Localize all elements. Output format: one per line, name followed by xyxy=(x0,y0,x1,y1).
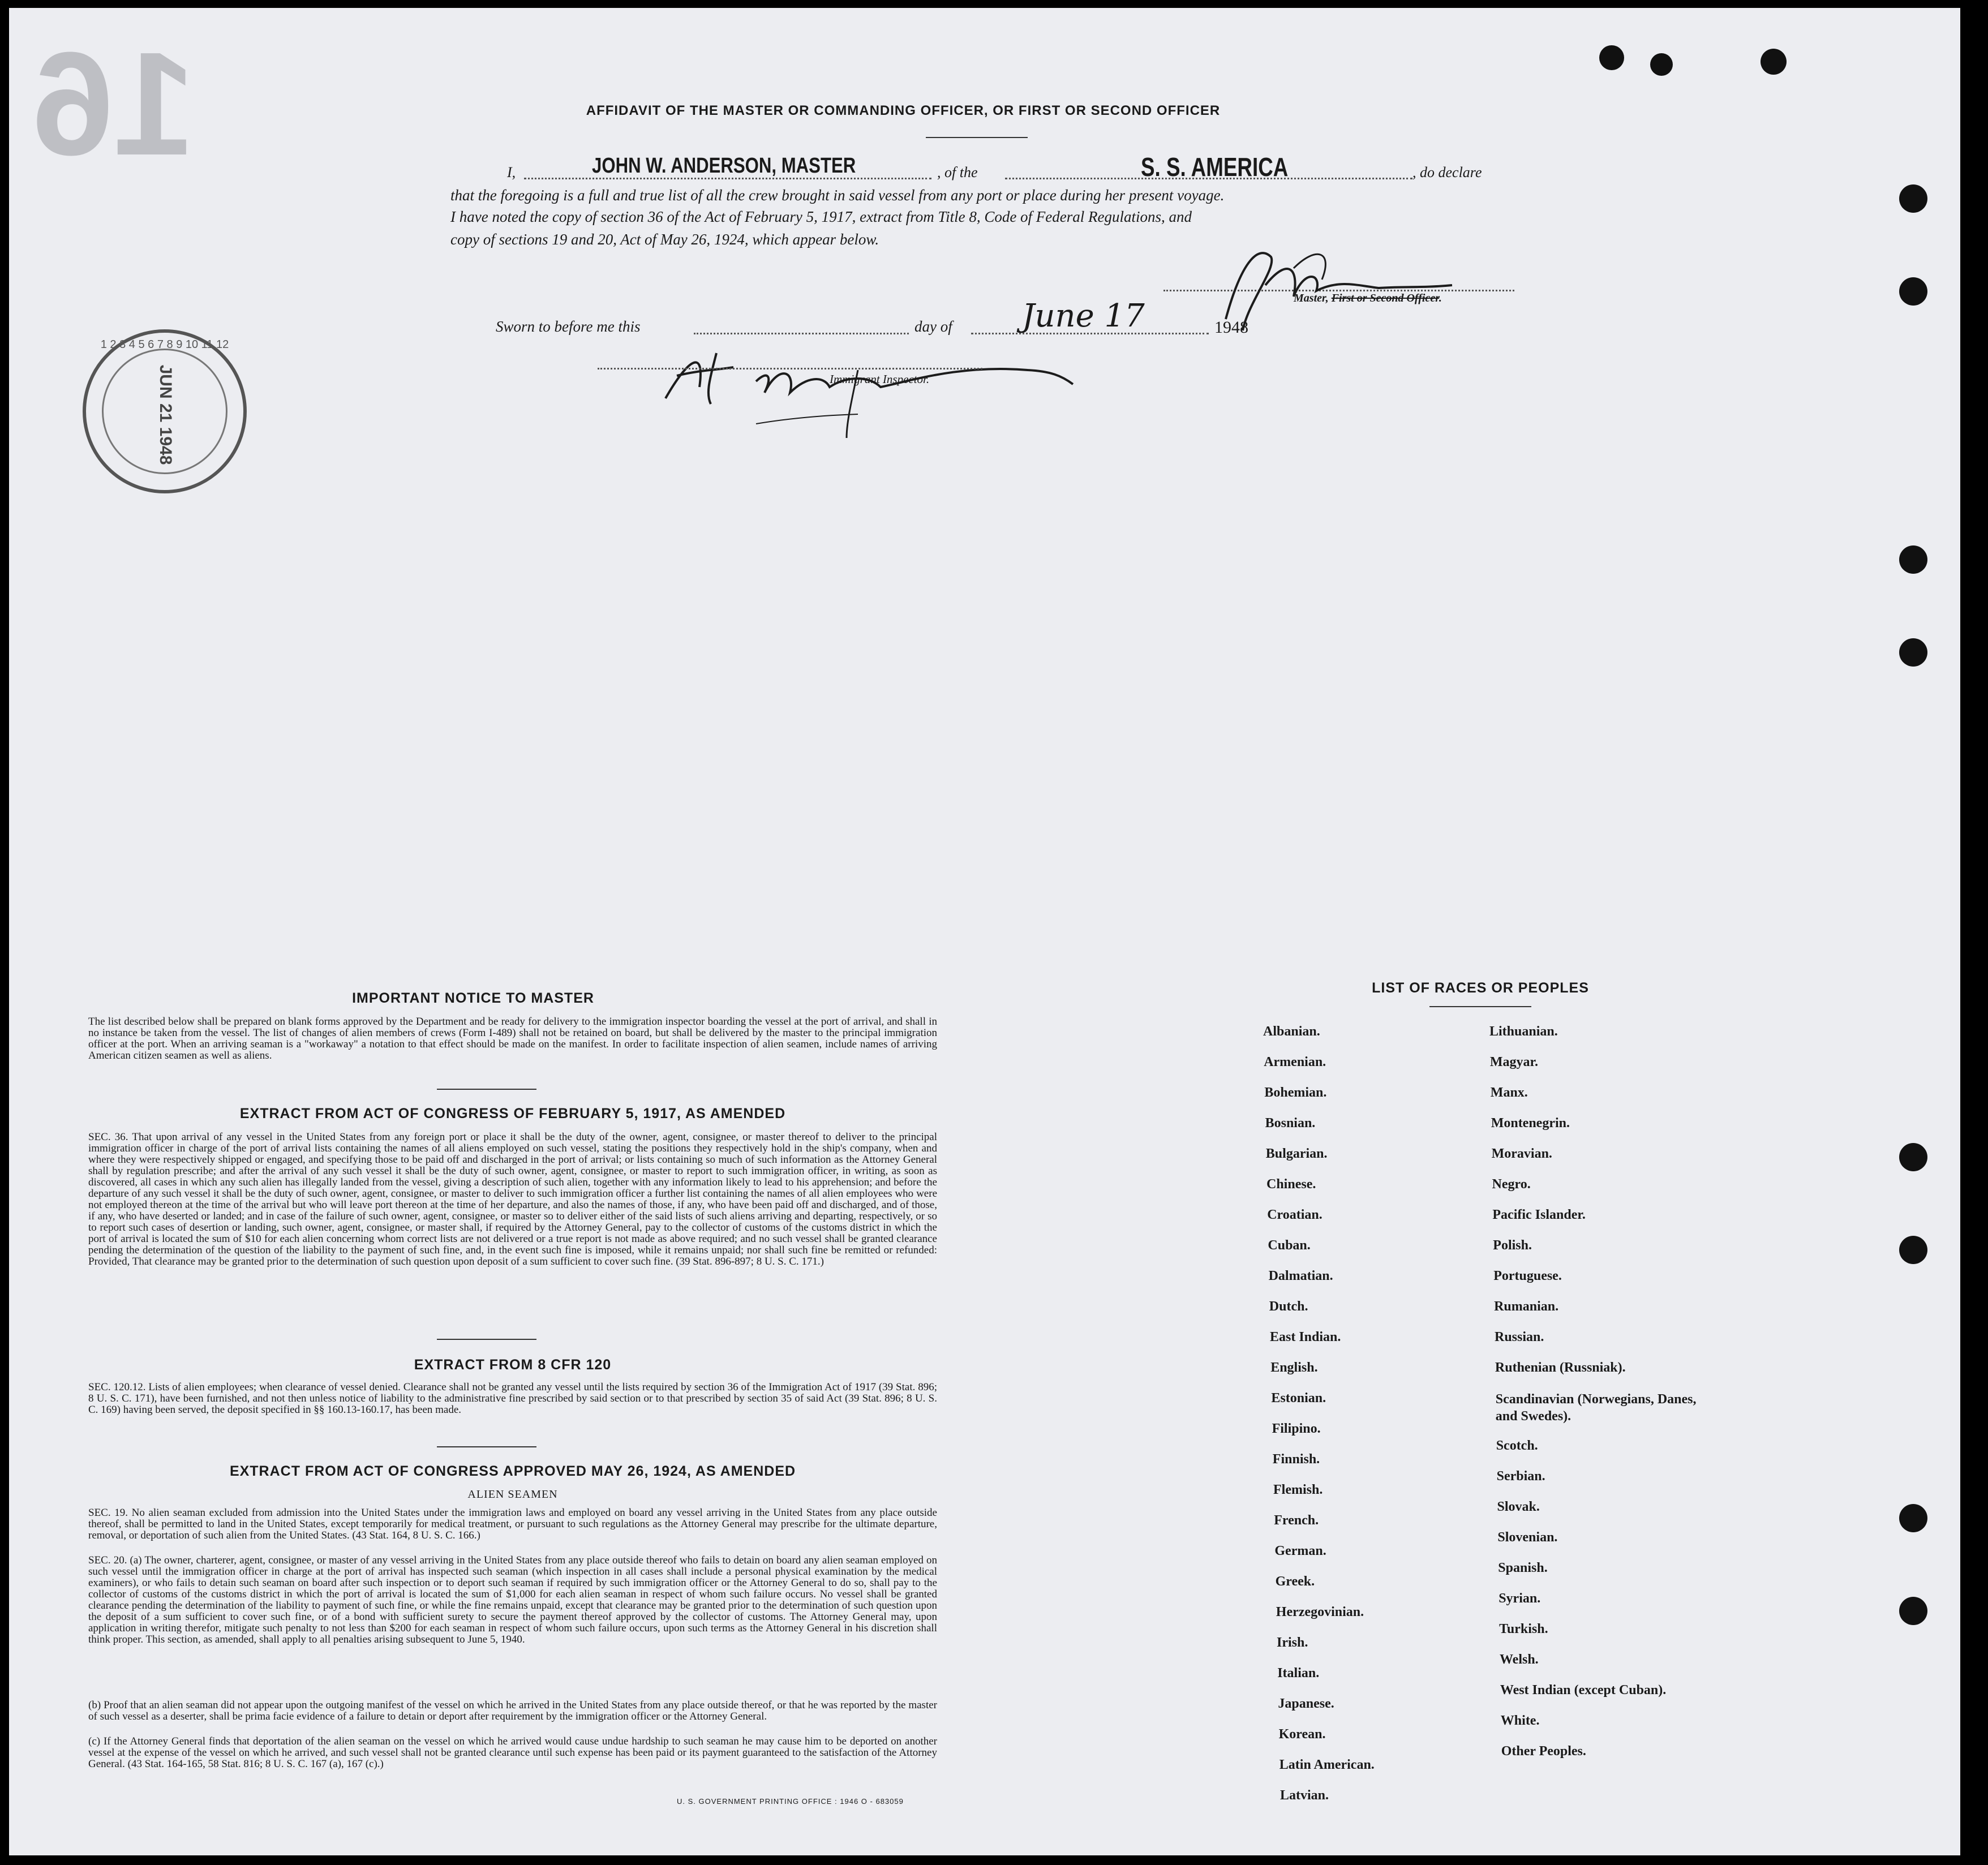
vessel-name[interactable]: S. S. AMERICA xyxy=(1141,152,1289,182)
notice-body: The list described below shall be prepared on blank forms approved by the Department and be ready for delivery to the immigration inspector boarding the vessel at the port of arrival, and shall in no instance be taken from the vessel. The list of changes of alien members of crews (Form I-489) shall not be retained on board, but shall be delivered by the master to the principal immigration officer at the port. When an arriving seaman is a "workaway" a notation to that effect should be made on the manifest. In order to facilitate inspection of alien seamen, include names of arriving American citizen seamen as well as aliens. xyxy=(88,1016,937,1062)
race-item: Scotch. xyxy=(1496,1438,1538,1453)
divider xyxy=(437,1089,536,1090)
race-item: Moravian. xyxy=(1491,1146,1552,1161)
divider xyxy=(437,1339,536,1340)
race-item: Polish. xyxy=(1493,1238,1532,1253)
extract-cfr-body: SEC. 120.12. Lists of alien employees; when clearance of vessel denied. Clearance shall not be granted any vessel until the lists required by section 36 of the Immigration Act of 1917 (39 Stat. 896; 8 U. S. C. 171), have been furnished, and not then unless notice of liability to the administrative fine prescribed by said section or to that prescribed by section 35 of said Act (39 Stat. 896; 8 U. S. C. 169) having been served, the deposit specified in §§ 160.13-160.17, has been made. xyxy=(88,1381,937,1416)
divider xyxy=(437,1446,536,1447)
race-item: Japanese. xyxy=(1278,1696,1334,1711)
master-signature xyxy=(1209,234,1480,336)
race-item: Latvian. xyxy=(1280,1788,1329,1803)
extract-1924-subtitle: ALIEN SEAMEN xyxy=(467,1488,558,1501)
race-item: Slovak. xyxy=(1497,1499,1540,1514)
master-name[interactable]: JOHN W. ANDERSON, MASTER xyxy=(592,154,856,178)
extract-1917-body: SEC. 36. That upon arrival of any vessel in the United States from any foreign port or place it shall be the duty of the owner, agent, consignee, or master thereof to deliver to the principal immigration officer in charge of the port of arrival lists containing the names of all aliens employed on such vessel, stating the positions they respectively hold in the ship's company, when and where they were respectively shipped or engaged, and specifying those to be paid off and discharged in the port of arrival; or lists containing so much of such information as the Attorney General shall by regulation prescribe; and after the arrival of any such vessel it shall be the duty of such owner, agent, consignee, or master to report to such immigration officer, in writing, as soon as discovered, all cases in which any such alien has illegally landed from the vessel, giving a description of such alien, together with any information likely to lead to his apprehension; and before the departure of any such vessel it shall be the duty of such owner, agent, consignee, or master to deliver to such immigration officer a further list containing the names of all alien employees who were not employed thereon at the time of the arrival but who will leave port thereon at the time of her departure, and also the names of those, if any, who have been paid off and discharged, and of those, if any, who have deserted or landed; and in case of the failure of such owner, agent, consignee, or master so to deliver either of the said lists of such aliens arriving and departing, respectively, or so to report such cases of desertion or landing, such owner, agent, consignee, or master shall, if required by the Attorney General, pay to the collector of customs of the customs district in which the port of arrival is located the sum of $10 for each alien concerning whom correct lists are not delivered or a true report is not made as above required; and no such vessel shall be granted clearance pending the determination of the question of the liability to the payment of such fine, and, in the event such fine is imposed, while it remains unpaid; nor shall such fine be remitted or refunded: Provided, That clearance may be granted prior to the determination of such question upon deposit of a sum sufficient to cover such fine. (39 Stat. 896-897; 8 U. S. C. 171.) xyxy=(88,1131,937,1267)
race-item: Irish. xyxy=(1277,1635,1308,1650)
race-item: Cuban. xyxy=(1268,1238,1311,1253)
race-item: French. xyxy=(1274,1513,1319,1528)
race-item: German. xyxy=(1274,1544,1326,1558)
punch-hole xyxy=(1761,49,1787,75)
divider xyxy=(926,137,1028,138)
extract-1924-sec19: SEC. 19. No alien seaman excluded from admission into the United States under the immigration laws and employed on board any vessel arriving in the United States from any place outside thereof, shall be permitted to land in the United States, except temporarily for medical treatment, or pursuant to such regulations as the Attorney General may prescribe for the ultimate departure, removal, or deportation of such alien from the United States. (43 Stat. 164, 8 U. S. C. 166.) xyxy=(88,1507,937,1541)
race-item: Scandinavian (Norwegians, Danes, and Swedes). xyxy=(1495,1392,1697,1424)
race-item: Rumanian. xyxy=(1494,1299,1559,1314)
corner-number: 16 xyxy=(32,22,196,186)
punch-hole xyxy=(1899,638,1927,667)
race-item: Portuguese. xyxy=(1493,1269,1562,1283)
race-item: Latin American. xyxy=(1279,1757,1375,1772)
race-item: English. xyxy=(1270,1360,1318,1375)
punch-hole xyxy=(1899,1504,1927,1532)
inspection-stamp xyxy=(83,329,247,493)
inspection-stamp-date: JUN 21 1948 xyxy=(156,364,175,465)
race-item: Dutch. xyxy=(1269,1299,1308,1314)
race-item: Flemish. xyxy=(1273,1482,1323,1497)
race-item: East Indian. xyxy=(1270,1330,1341,1344)
race-item: Pacific Islander. xyxy=(1492,1207,1586,1222)
extract-1917-title: EXTRACT FROM ACT OF CONGRESS OF FEBRUARY 5, 1917, AS AMENDED xyxy=(239,1106,786,1121)
race-item: Dalmatian. xyxy=(1268,1269,1333,1283)
race-item: West Indian (except Cuban). xyxy=(1500,1683,1667,1698)
extract-1924-sec20c: (c) If the Attorney General finds that deportation of the alien seaman on the vessel on which he arrived would cause undue hardship to such seaman he may cause him to be deported on another vessel at the expense of the vessel on which he arrived, and such vessel shall not be granted clearance until such expense has been paid or its payment guaranteed to the satisfaction of the Attorney General. (43 Stat. 164-165, 58 Stat. 816; 8 U. S. C. 167 (a), 167 (c).) xyxy=(88,1735,937,1770)
punch-hole xyxy=(1899,1597,1927,1625)
race-item: Chinese. xyxy=(1266,1177,1316,1192)
sworn-date[interactable]: June 17 xyxy=(1022,298,1145,334)
extract-1924-sec20b: (b) Proof that an alien seaman did not appear upon the outgoing manifest of the vessel on which he arrived in the United States from any place outside thereof, or that he was reported by the master of such vessel as a deserter, shall be prima facie evidence of a failure to detain or deport after requirement by the immigration officer or the Attorney General. xyxy=(88,1699,937,1722)
race-item: Turkish. xyxy=(1499,1622,1548,1636)
race-item: Italian. xyxy=(1277,1666,1320,1681)
inspection-stamp-numbers: 1 2 3 4 5 6 7 8 9 10 11 12 xyxy=(100,338,229,351)
sworn-year[interactable]: 1948 xyxy=(1214,318,1248,337)
punch-hole xyxy=(1899,277,1927,306)
race-item: Russian. xyxy=(1495,1330,1544,1344)
extract-1924-title: EXTRACT FROM ACT OF CONGRESS APPROVED MAY 26, 1924, AS AMENDED xyxy=(229,1463,796,1479)
master-caption-end: . xyxy=(1439,292,1442,304)
race-item: Other Peoples. xyxy=(1501,1744,1586,1759)
affidavit-title: AFFIDAVIT OF THE MASTER OR COMMANDING OFFICER, OR FIRST OR SECOND OFFICER xyxy=(586,103,1221,118)
inspector-caption: Immigrant Inspector. xyxy=(830,372,930,386)
form-page xyxy=(9,8,1960,1855)
inspector-signature-line xyxy=(598,368,982,369)
races-title: LIST OF RACES OR PEOPLES xyxy=(1372,980,1589,996)
declarant-prefix: I, xyxy=(507,164,516,181)
extract-cfr-title: EXTRACT FROM 8 CFR 120 xyxy=(414,1357,612,1373)
race-item: Serbian. xyxy=(1496,1469,1545,1484)
declaration-line-2: that the foregoing is a full and true list of all the crew brought in said vessel from any port or place during her present voyage. xyxy=(450,187,1225,204)
race-item: Manx. xyxy=(1490,1085,1528,1100)
master-caption xyxy=(1294,292,1442,305)
divider xyxy=(1429,1006,1531,1007)
punch-hole xyxy=(1899,184,1927,213)
race-item: Syrian. xyxy=(1498,1591,1541,1606)
race-item: Spanish. xyxy=(1498,1561,1548,1575)
printing-office-imprint: U. S. GOVERNMENT PRINTING OFFICE : 1946 O - 683059 xyxy=(677,1797,904,1806)
punch-hole xyxy=(1599,45,1624,70)
sworn-label: Sworn to before me this xyxy=(496,318,641,335)
race-item: Lithuanian. xyxy=(1489,1024,1558,1039)
punch-hole xyxy=(1899,545,1927,574)
race-item: Croatian. xyxy=(1267,1207,1323,1222)
race-item: Montenegrin. xyxy=(1491,1116,1570,1131)
race-item: Magyar. xyxy=(1489,1055,1538,1069)
master-caption-master: Master, xyxy=(1294,292,1332,304)
punch-hole xyxy=(1899,1143,1927,1171)
race-item: Korean. xyxy=(1278,1727,1326,1742)
race-item: Greek. xyxy=(1275,1574,1315,1589)
race-item: Estonian. xyxy=(1271,1391,1326,1406)
punch-hole xyxy=(1650,53,1673,76)
race-item: Herzegovinian. xyxy=(1276,1605,1364,1619)
race-item: Finnish. xyxy=(1272,1452,1320,1467)
extract-1924-sec20a: SEC. 20. (a) The owner, charterer, agent, consignee, or master of any vessel arriving in the United States from any place outside thereof who fails to detain on board any alien seaman employed on such vessel until the immigration officer in charge at the port of arrival has inspected such seaman (which inspection in all cases shall include a personal physical examination by the medical examiners), or who fails to detain such seaman on board after such inspection or to deport such seaman if required by such immigration officer or the Attorney General to do so, shall pay to the collector of customs of the customs district in which the port of arrival is located the sum of $1,000 for each alien seaman in respect of whom such failure occurs. No vessel shall be granted clearance pending the determination of the liability to payment of such fine, or while the fine remains unpaid, except that clearance may be granted prior to the determination of such question upon the deposit of a sum sufficient to cover such fine, or of a bond with sufficient surety to secure the payment thereof approved by the collector of customs. The Attorney General may, upon application in writing therefor, mitigate such penalty to not less than $200 for each seaman in respect of whom such failure occurs, upon such terms as the Attorney General in his discretion shall think proper. This section, as amended, shall apply to all penalties arising subsequent to June 5, 1940. xyxy=(88,1554,937,1645)
race-item: Welsh. xyxy=(1500,1652,1539,1667)
race-item: Bosnian. xyxy=(1265,1116,1316,1131)
race-item: Bulgarian. xyxy=(1265,1146,1328,1161)
race-item: Albanian. xyxy=(1263,1024,1320,1039)
race-item: Filipino. xyxy=(1272,1421,1321,1436)
declaration-line-4: copy of sections 19 and 20, Act of May 26, 1924, which appear below. xyxy=(450,231,879,248)
race-item: Slovenian. xyxy=(1497,1530,1558,1545)
notice-title: IMPORTANT NOTICE TO MASTER xyxy=(352,990,594,1006)
punch-hole xyxy=(1899,1236,1927,1264)
do-declare-label: , do declare xyxy=(1412,164,1482,181)
race-item: Bohemian. xyxy=(1264,1085,1327,1100)
race-item: Negro. xyxy=(1492,1177,1531,1192)
of-the-label: , of the xyxy=(937,164,978,181)
race-item: White. xyxy=(1500,1713,1540,1728)
race-item: Ruthenian (Russniak). xyxy=(1495,1360,1626,1375)
race-item: Armenian. xyxy=(1264,1055,1326,1069)
declaration-line-3: I have noted the copy of section 36 of the Act of February 5, 1917, extract from Title 8, Code of Federal Regulations, and xyxy=(450,208,1192,225)
master-caption-struck: First or Second Officer xyxy=(1331,292,1439,304)
day-of-label: day of xyxy=(914,318,952,335)
